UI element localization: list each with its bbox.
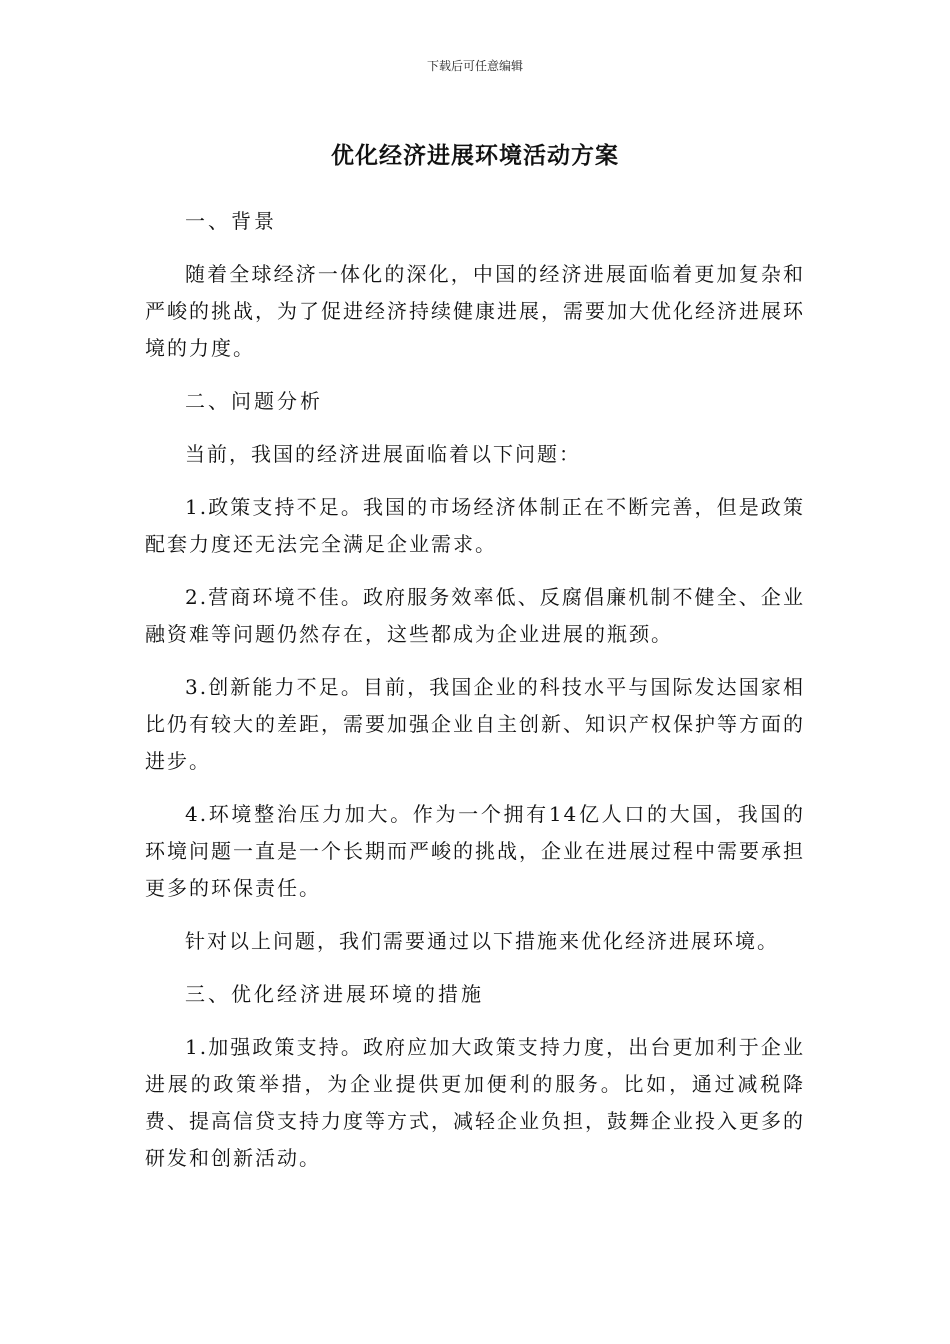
paragraph-problem-3: 3.创新能力不足。目前，我国企业的科技水平与国际发达国家相比仍有较大的差距，需要加强企业自主创新、知识产权保护等方面的进步。: [145, 675, 805, 773]
document-title: 优化经济进展环境活动方案: [331, 143, 619, 169]
paragraph-background: 随着全球经济一体化的深化，中国的经济进展面临着更加复杂和严峻的挑战，为了促进经济持续健康进展，需要加大优化经济进展环境的力度。: [145, 262, 805, 360]
paragraph-intro-problems: 当前，我国的经济进展面临着以下问题：: [185, 442, 581, 466]
section-heading-measures: 三、优化经济进展环境的措施: [185, 982, 484, 1006]
paragraph-problem-4: 4.环境整治压力加大。作为一个拥有14亿人口的大国，我国的环境问题一直是一个长期而严峻的挑战，企业在进展过程中需要承担更多的环保责任。: [145, 802, 805, 900]
section-heading-analysis: 二、问题分析: [185, 389, 323, 413]
page-header-note: 下载后可任意编辑: [426, 59, 523, 73]
paragraph-problem-2: 2.营商环境不佳。政府服务效率低、反腐倡廉机制不健全、企业融资难等问题仍然存在，这些都成为企业进展的瓶颈。: [145, 585, 805, 646]
document-body: [145, 203, 805, 1177]
paragraph-problem-1: 1.政策支持不足。我国的市场经济体制正在不断完善，但是政策配套力度还无法完全满足企业需求。: [145, 495, 805, 556]
section-heading-background: 一、背景: [185, 209, 277, 233]
paragraph-transition: 针对以上问题，我们需要通过以下措施来优化经济进展环境。: [185, 929, 779, 953]
paragraph-measure-1: 1.加强政策支持。政府应加大政策支持力度，出台更加利于企业进展的政策举措，为企业提供更加便利的服务。比如，通过减税降费、提高信贷支持力度等方式，减轻企业负担，鼓舞企业投入更多的研发和创新活动。: [145, 1035, 805, 1170]
